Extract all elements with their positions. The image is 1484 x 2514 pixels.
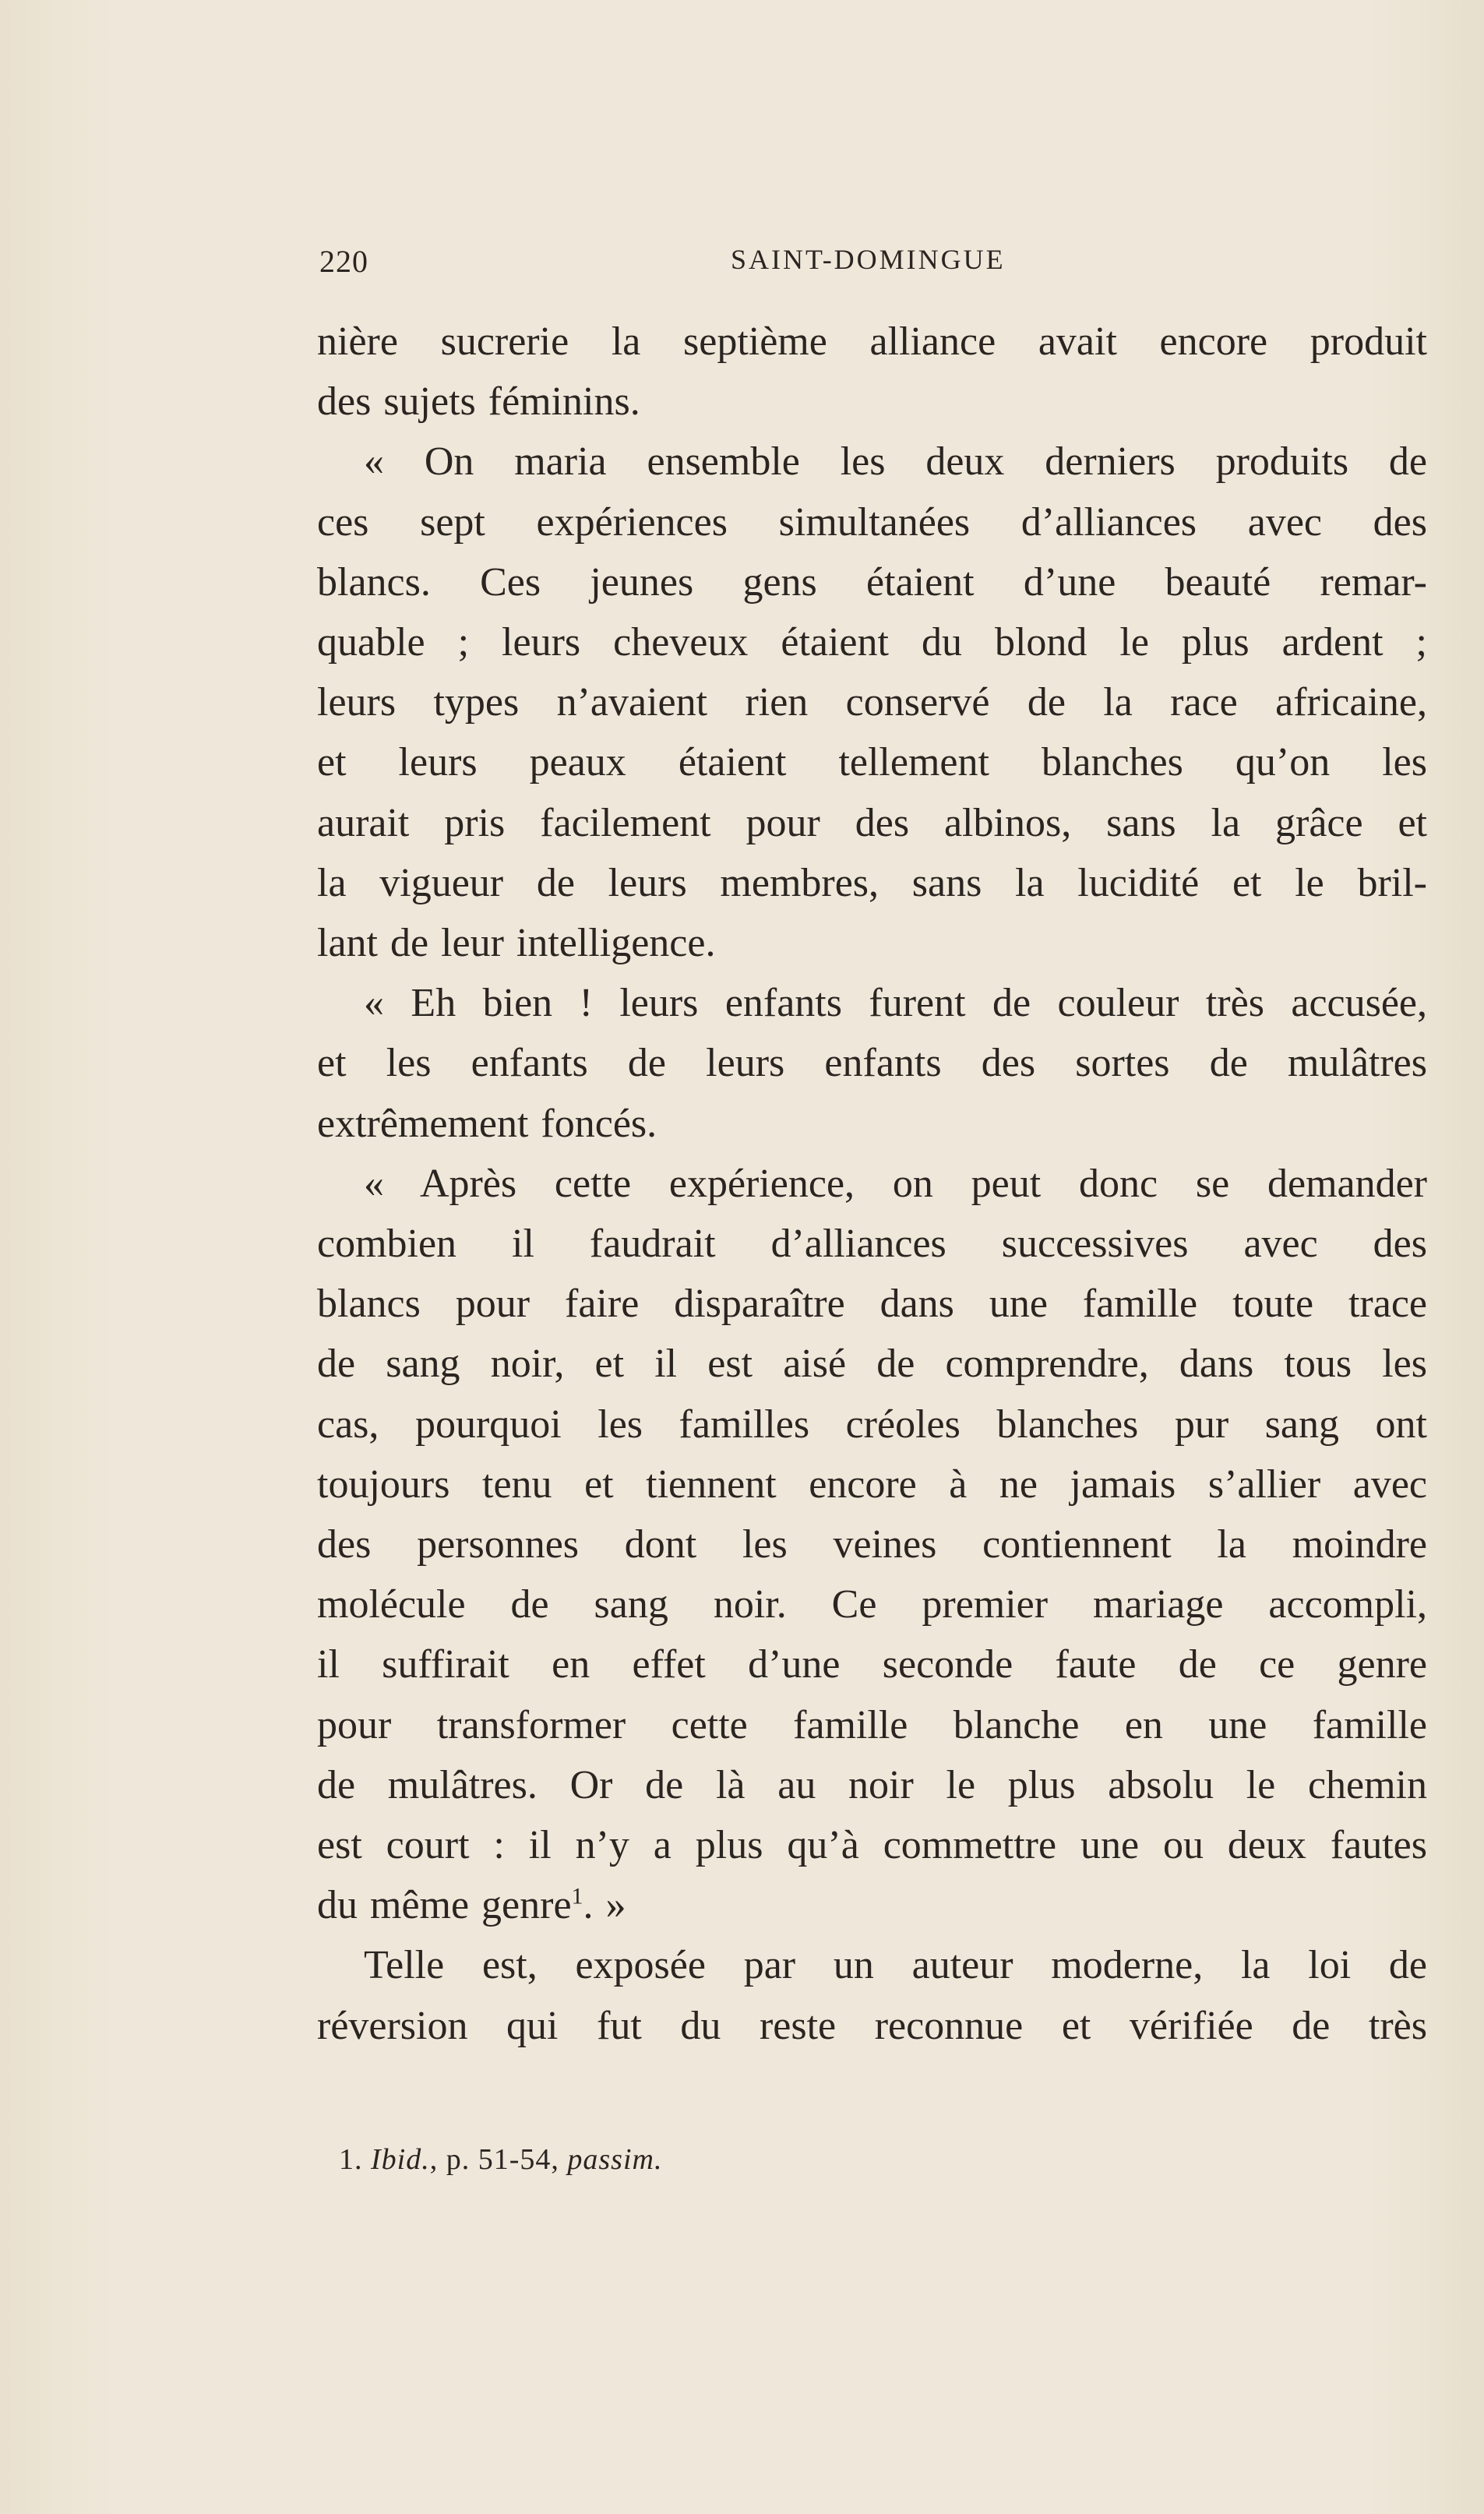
- text-line: molécule de sang noir. Ce premier mariage accompli,: [317, 1582, 1427, 1627]
- text-line: il suffirait en effet d’une seconde faute de ce genre: [317, 1642, 1427, 1687]
- text-line-content: du même genre: [317, 1883, 572, 1928]
- text-line: leurs types n’avaient rien conservé de la race africaine,: [317, 680, 1427, 725]
- footnote-note: passim.: [567, 2143, 663, 2176]
- text-line: ces sept expériences simultanées d’alliances avec des: [317, 499, 1427, 545]
- text-line: pour transformer cette famille blanche en une famille: [317, 1702, 1427, 1747]
- text-line: « Eh bien ! leurs enfants furent de couleur très accusée,: [364, 981, 1427, 1026]
- text-line: de mulâtres. Or de là au noir le plus absolu le chemin: [317, 1762, 1427, 1807]
- text-line: toujours tenu et tiennent encore à ne jamais s’allier avec: [317, 1462, 1427, 1507]
- footnote: [339, 2142, 662, 2177]
- footnote-reference: 1: [571, 1883, 583, 1909]
- text-line: nière sucrerie la septième alliance avait encore produit: [317, 319, 1427, 364]
- footnote-number: 1.: [339, 2143, 363, 2176]
- text-line: cas, pourquoi les familles créoles blanches pur sang ont: [317, 1402, 1427, 1447]
- page-number: 220: [319, 244, 368, 279]
- text-line: la vigueur de leurs membres, sans la lucidité et le bril-: [317, 860, 1427, 905]
- text-line: est court : il n’y a plus qu’à commettre une ou deux fautes: [317, 1823, 1427, 1868]
- text-line: des personnes dont les veines contiennent la moindre: [317, 1522, 1427, 1567]
- text-line: Telle est, exposée par un auteur moderne, la loi de: [364, 1943, 1427, 1988]
- text-line: des sujets féminins.: [317, 379, 640, 425]
- text-line: extrêmement foncés.: [317, 1101, 657, 1146]
- text-line: [317, 1875, 1427, 1935]
- text-line: aurait pris facilement pour des albinos, sans la grâce et: [317, 800, 1427, 845]
- quote-close: . »: [583, 1883, 626, 1928]
- text-line: et leurs peaux étaient tellement blanches qu’on les: [317, 740, 1427, 785]
- body-text: [317, 312, 1427, 2056]
- running-title: SAINT-DOMINGUE: [731, 244, 1006, 275]
- text-line: lant de leur intelligence.: [317, 921, 716, 966]
- text-line: « Après cette expérience, on peut donc se demander: [364, 1161, 1427, 1206]
- text-line: blancs pour faire disparaître dans une famille toute trace: [317, 1282, 1427, 1327]
- text-line: combien il faudrait d’alliances successives avec des: [317, 1222, 1427, 1267]
- text-line: blancs. Ces jeunes gens étaient d’une beauté remar-: [317, 559, 1427, 605]
- text-line: « On maria ensemble les deux derniers produits de: [364, 439, 1427, 485]
- text-line: quable ; leurs cheveux étaient du blond le plus ardent ;: [317, 620, 1427, 665]
- footnote-work: Ibid.: [371, 2143, 430, 2176]
- text-line: réversion qui fut du reste reconnue et vérifiée de très: [317, 2003, 1427, 2048]
- page-header: [319, 243, 1161, 290]
- footnote-pages: , p. 51-54,: [429, 2143, 568, 2176]
- text-line: de sang noir, et il est aisé de comprendre, dans tous les: [317, 1342, 1427, 1387]
- text-line: et les enfants de leurs enfants des sortes de mulâtres: [317, 1041, 1427, 1086]
